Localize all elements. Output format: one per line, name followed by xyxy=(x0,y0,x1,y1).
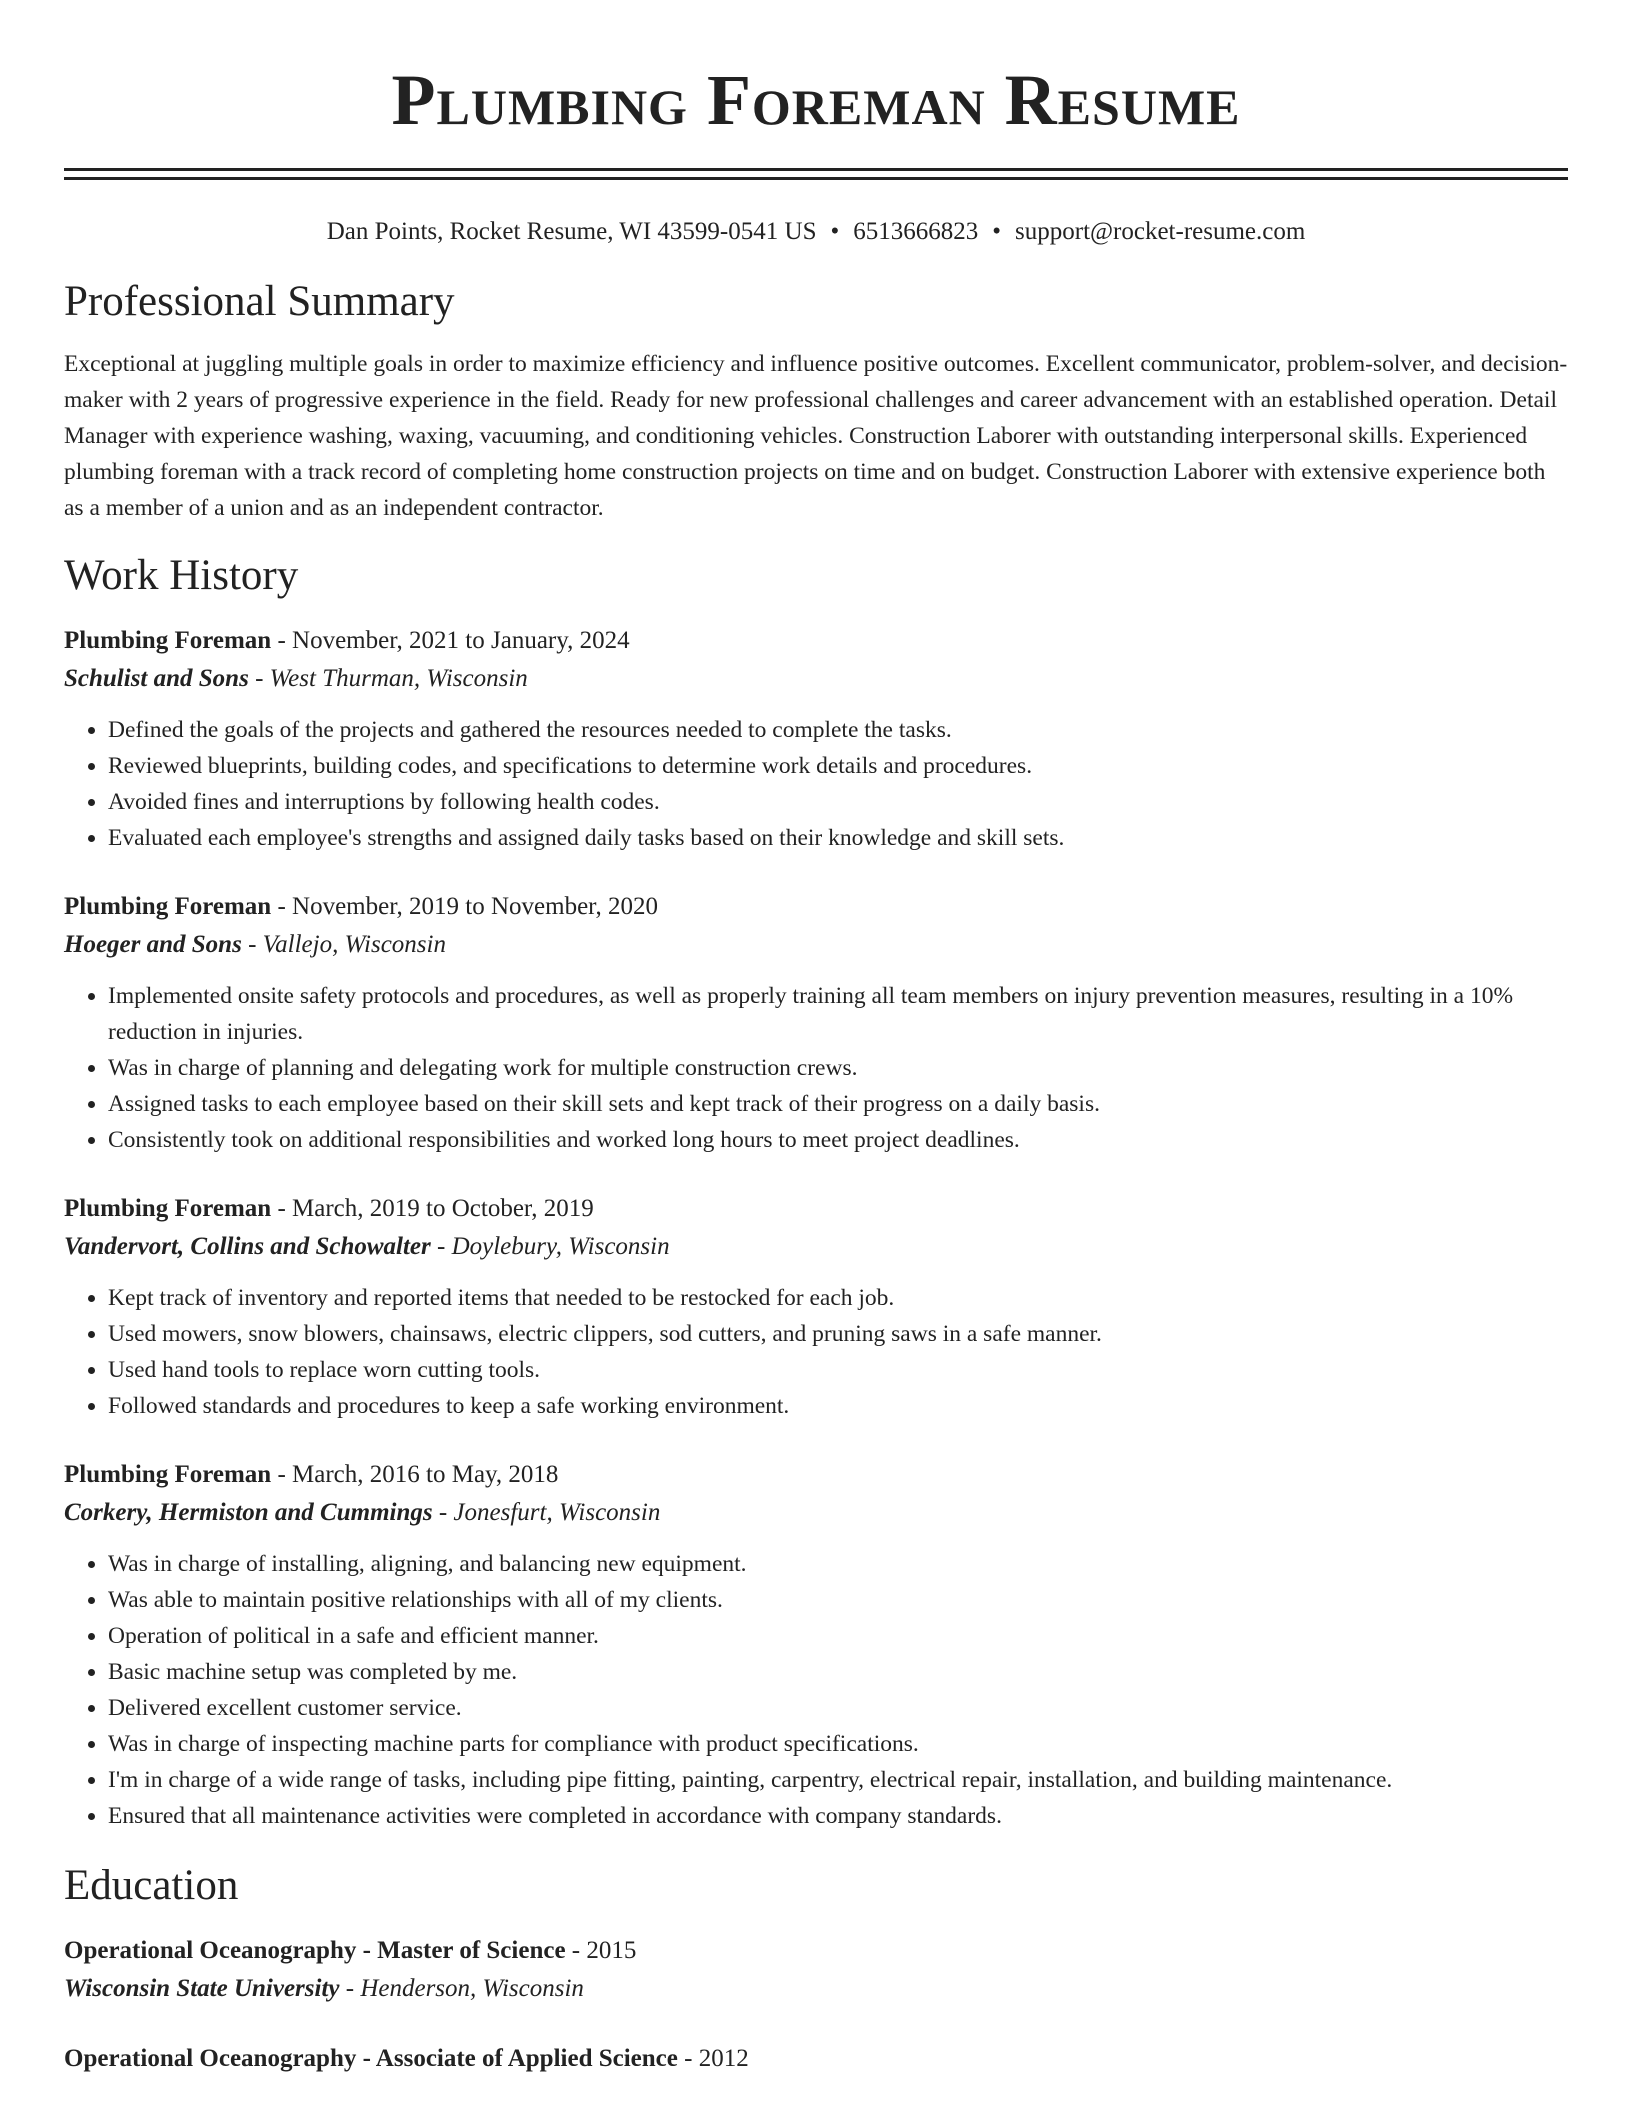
job-dates: - March, 2016 to May, 2018 xyxy=(271,1461,559,1488)
company-line xyxy=(64,926,1568,964)
bullet-item: • Operation of political in a safe and efficient manner. xyxy=(108,1618,1568,1654)
bullet-item: • Was in charge of inspecting machine parts for compliance with product specifications. xyxy=(108,1726,1568,1762)
degree-name: Operational Oceanography - Associate of Applied Science xyxy=(64,2045,678,2072)
company-line xyxy=(64,1494,1568,1532)
resume-page xyxy=(64,0,1568,2078)
page-title: Plumbing Foreman Resume xyxy=(391,60,1241,140)
bullet-item: • Evaluated each employee's strengths and assigned daily tasks based on their knowledge and skill sets. xyxy=(108,820,1568,856)
bullet-item: • Was able to maintain positive relationships with all of my clients. xyxy=(108,1582,1568,1618)
job-entry xyxy=(64,1190,1568,1424)
company-location: - West Thurman, Wisconsin xyxy=(248,665,528,692)
education-entry xyxy=(64,2040,1568,2078)
degree-year: - 2012 xyxy=(677,2045,749,2072)
contact-address: Dan Points, Rocket Resume, WI 43599-0541 US xyxy=(326,218,817,245)
degree-name: Operational Oceanography - Master of Science xyxy=(64,1937,566,1964)
job-title-line xyxy=(64,622,1568,660)
summary-text: Exceptional at juggling multiple goals in order to maximize efficiency and influence positive outcomes. Excellent communicator, problem-solver, and decision-maker with 2 years of progressive experience in the field. Ready for new professional challenges and career advancement with an established operation. Detail Manager with experience washing, waxing, vacuuming, and conditioning vehicles. Construction Laborer with outstanding interpersonal skills. Experienced plumbing foreman with a track record of completing home construction projects on time and on budget. Construction Laborer with extensive experience both as a member of a union and as an independent contractor. xyxy=(64,351,1568,521)
contact-phone: 6513666823 xyxy=(853,218,979,245)
bullet-item: • Assigned tasks to each employee based on their skill sets and kept track of their progress on a daily basis. xyxy=(108,1086,1568,1122)
job-entry xyxy=(64,622,1568,856)
degree-year: - 2015 xyxy=(565,1937,637,1964)
degree-line xyxy=(64,2040,1568,2078)
job-title-line xyxy=(64,1190,1568,1228)
company-name: Vandervort, Collins and Schowalter xyxy=(64,1233,431,1260)
job-bullets xyxy=(64,1280,1568,1424)
job-title: Plumbing Foreman xyxy=(64,893,272,920)
company-name: Corkery, Hermiston and Cummings xyxy=(64,1499,433,1526)
bullet-item: • Used mowers, snow blowers, chainsaws, electric clippers, sod cutters, and pruning saws in a safe manner. xyxy=(108,1316,1568,1352)
job-title-line xyxy=(64,888,1568,926)
bullet-item: • Reviewed blueprints, building codes, and specifications to determine work details and procedures. xyxy=(108,748,1568,784)
bullet-item: • Implemented onsite safety protocols and procedures, as well as properly training all team members on injury prevention measures, resulting in a 10% reduction in injuries. xyxy=(108,978,1568,1050)
education-entry xyxy=(64,1932,1568,2008)
school-location: - Henderson, Wisconsin xyxy=(339,1975,584,2002)
contact-separator: • xyxy=(992,218,1002,245)
job-bullets xyxy=(64,978,1568,1158)
bullet-item: • I'm in charge of a wide range of tasks, including pipe fitting, painting, carpentry, electrical repair, installation, and building maintenance. xyxy=(108,1762,1568,1798)
job-title: Plumbing Foreman xyxy=(64,1461,272,1488)
bullet-item: • Was in charge of installing, aligning, and balancing new equipment. xyxy=(108,1546,1568,1582)
job-entry xyxy=(64,888,1568,1158)
education-heading: Education xyxy=(64,1862,239,1909)
bullet-item: • Was in charge of planning and delegating work for multiple construction crews. xyxy=(108,1050,1568,1086)
job-dates: - March, 2019 to October, 2019 xyxy=(271,1195,594,1222)
company-location: - Doylebury, Wisconsin xyxy=(430,1233,670,1260)
company-line xyxy=(64,660,1568,698)
job-bullets xyxy=(64,712,1568,856)
school-name: Wisconsin State University xyxy=(64,1975,340,2002)
company-name: Hoeger and Sons xyxy=(64,931,242,958)
job-dates: - November, 2021 to January, 2024 xyxy=(271,627,630,654)
company-line xyxy=(64,1228,1568,1266)
bullet-item: • Used hand tools to replace worn cutting tools. xyxy=(108,1352,1568,1388)
bullet-item: • Kept track of inventory and reported items that needed to be restocked for each job. xyxy=(108,1280,1568,1316)
job-title-line xyxy=(64,1456,1568,1494)
bullet-item: • Defined the goals of the projects and gathered the resources needed to complete the tasks. xyxy=(108,712,1568,748)
job-entry xyxy=(64,1456,1568,1834)
contact-line xyxy=(64,216,1568,248)
job-dates: - November, 2019 to November, 2020 xyxy=(271,893,659,920)
company-location: - Vallejo, Wisconsin xyxy=(241,931,446,958)
work-history-heading: Work History xyxy=(64,552,299,599)
summary-heading: Professional Summary xyxy=(64,278,455,325)
school-line xyxy=(64,1970,1568,2008)
bullet-item: • Basic machine setup was completed by me. xyxy=(108,1654,1568,1690)
bullet-item: • Consistently took on additional responsibilities and worked long hours to meet project deadlines. xyxy=(108,1122,1568,1158)
bullet-item: • Ensured that all maintenance activities were completed in accordance with company standards. xyxy=(108,1798,1568,1834)
job-bullets xyxy=(64,1546,1568,1834)
job-title: Plumbing Foreman xyxy=(64,1195,272,1222)
degree-line xyxy=(64,1932,1568,1970)
title-divider-top xyxy=(64,168,1568,171)
company-location: - Jonesfurt, Wisconsin xyxy=(432,1499,661,1526)
job-title: Plumbing Foreman xyxy=(64,627,272,654)
contact-separator: • xyxy=(830,218,840,245)
company-name: Schulist and Sons xyxy=(64,665,249,692)
bullet-item: • Avoided fines and interruptions by following health codes. xyxy=(108,784,1568,820)
bullet-item: • Followed standards and procedures to keep a safe working environment. xyxy=(108,1388,1568,1424)
contact-email: support@rocket-resume.com xyxy=(1015,218,1306,245)
title-divider-bottom xyxy=(64,177,1568,180)
bullet-item: • Delivered excellent customer service. xyxy=(108,1690,1568,1726)
